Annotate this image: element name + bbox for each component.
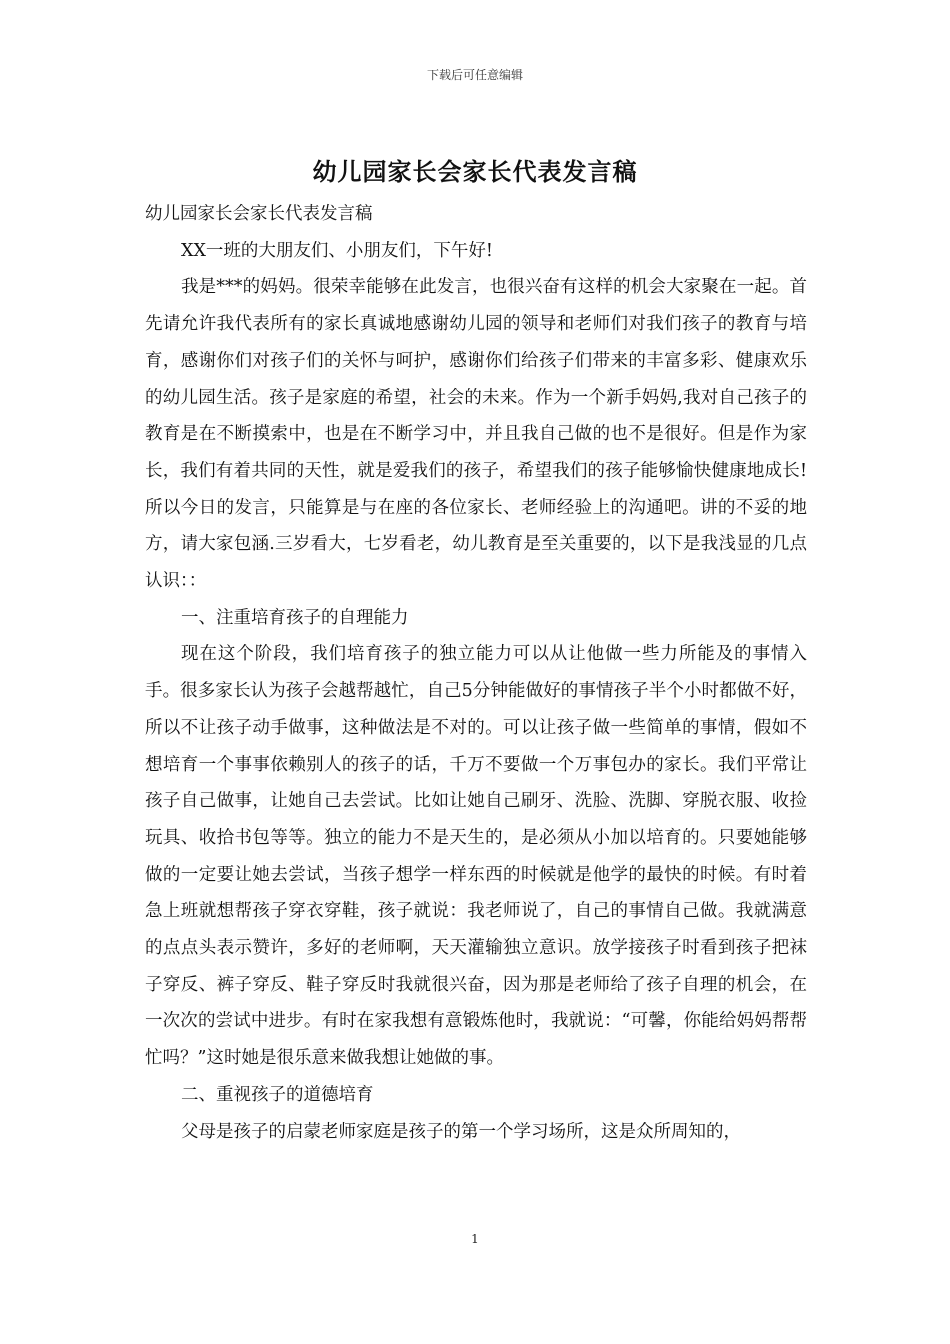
section-heading-2: 二、重视孩子的道德培育: [181, 1084, 374, 1105]
section-2-paragraph: 父母是孩子的启蒙老师家庭是孩子的第一个学习场所，这是众所周知的，: [181, 1121, 741, 1142]
document-title: 幼儿园家长会家长代表发言稿: [312, 158, 638, 186]
greeting-paragraph: XX一班的大朋友们、小朋友们，下午好!: [181, 240, 493, 261]
subtitle-paragraph: 幼儿园家长会家长代表发言稿: [145, 204, 373, 224]
intro-paragraph: 我是***的妈妈。很荣幸能够在此发言，也很兴奋有这样的机会大家聚在一起。首先请允许我代表所有的家长真诚地感谢幼儿园的领导和老师们对我们孩子的教育与培育，感谢你们对孩子们的关怀与呵护，感谢你们给孩子们带来的丰富多彩、健康欢乐的幼儿园生活。孩子是家庭的希望，社会的未来。作为一个新手妈妈,我对自己孩子的教育是在不断摸索中，也是在不断学习中，并且我自己做的也不是很好。但是作为家长，我们有着共同的天性，就是爱我们的孩子，希望我们的孩子能够愉快健康地成长!所以今日的发言，只能算是与在座的各位家长、老师经验上的沟通吧。讲的不妥的地方，请大家包涵.三岁看大，七岁看老，幼儿教育是至关重要的，以下是我浅显的几点认识：：: [145, 277, 807, 592]
page-header-note: 下载后可任意编辑: [426, 68, 523, 82]
section-heading-1: 一、注重培育孩子的自理能力: [181, 607, 409, 628]
document-body: [145, 196, 807, 1150]
page-number: 1: [471, 1232, 479, 1246]
section-1-paragraph: 现在这个阶段，我们培育孩子的独立能力可以从让他做一些力所能及的事情入手。很多家长认为孩子会越帮越忙，自己5分钟能做好的事情孩子半个小时都做不好，所以不让孩子动手做事，这种做法是不对的。可以让孩子做一些简单的事情，假如不想培育一个事事依赖别人的孩子的话，千万不要做一个万事包办的家长。我们平常让孩子自己做事，让她自己去尝试。比如让她自己刷牙、洗脸、洗脚、穿脱衣服、收捡玩具、收拾书包等等。独立的能力不是天生的，是必须从小加以培育的。只要她能够做的一定要让她去尝试，当孩子想学一样东西的时候就是他学的最快的时候。有时着急上班就想帮孩子穿衣穿鞋，孩子就说：我老师说了，自己的事情自己做。我就满意的点点头表示赞许，多好的老师啊，天天灌输独立意识。放学接孩子时看到孩子把袜子穿反、裤子穿反、鞋子穿反时我就很兴奋，因为那是老师给了孩子自理的机会，在一次次的尝试中进步。有时在家我想有意锻炼他时，我就说：“可馨，你能给妈妈帮帮忙吗？”这时她是很乐意来做我想让她做的事。: [145, 644, 807, 1069]
